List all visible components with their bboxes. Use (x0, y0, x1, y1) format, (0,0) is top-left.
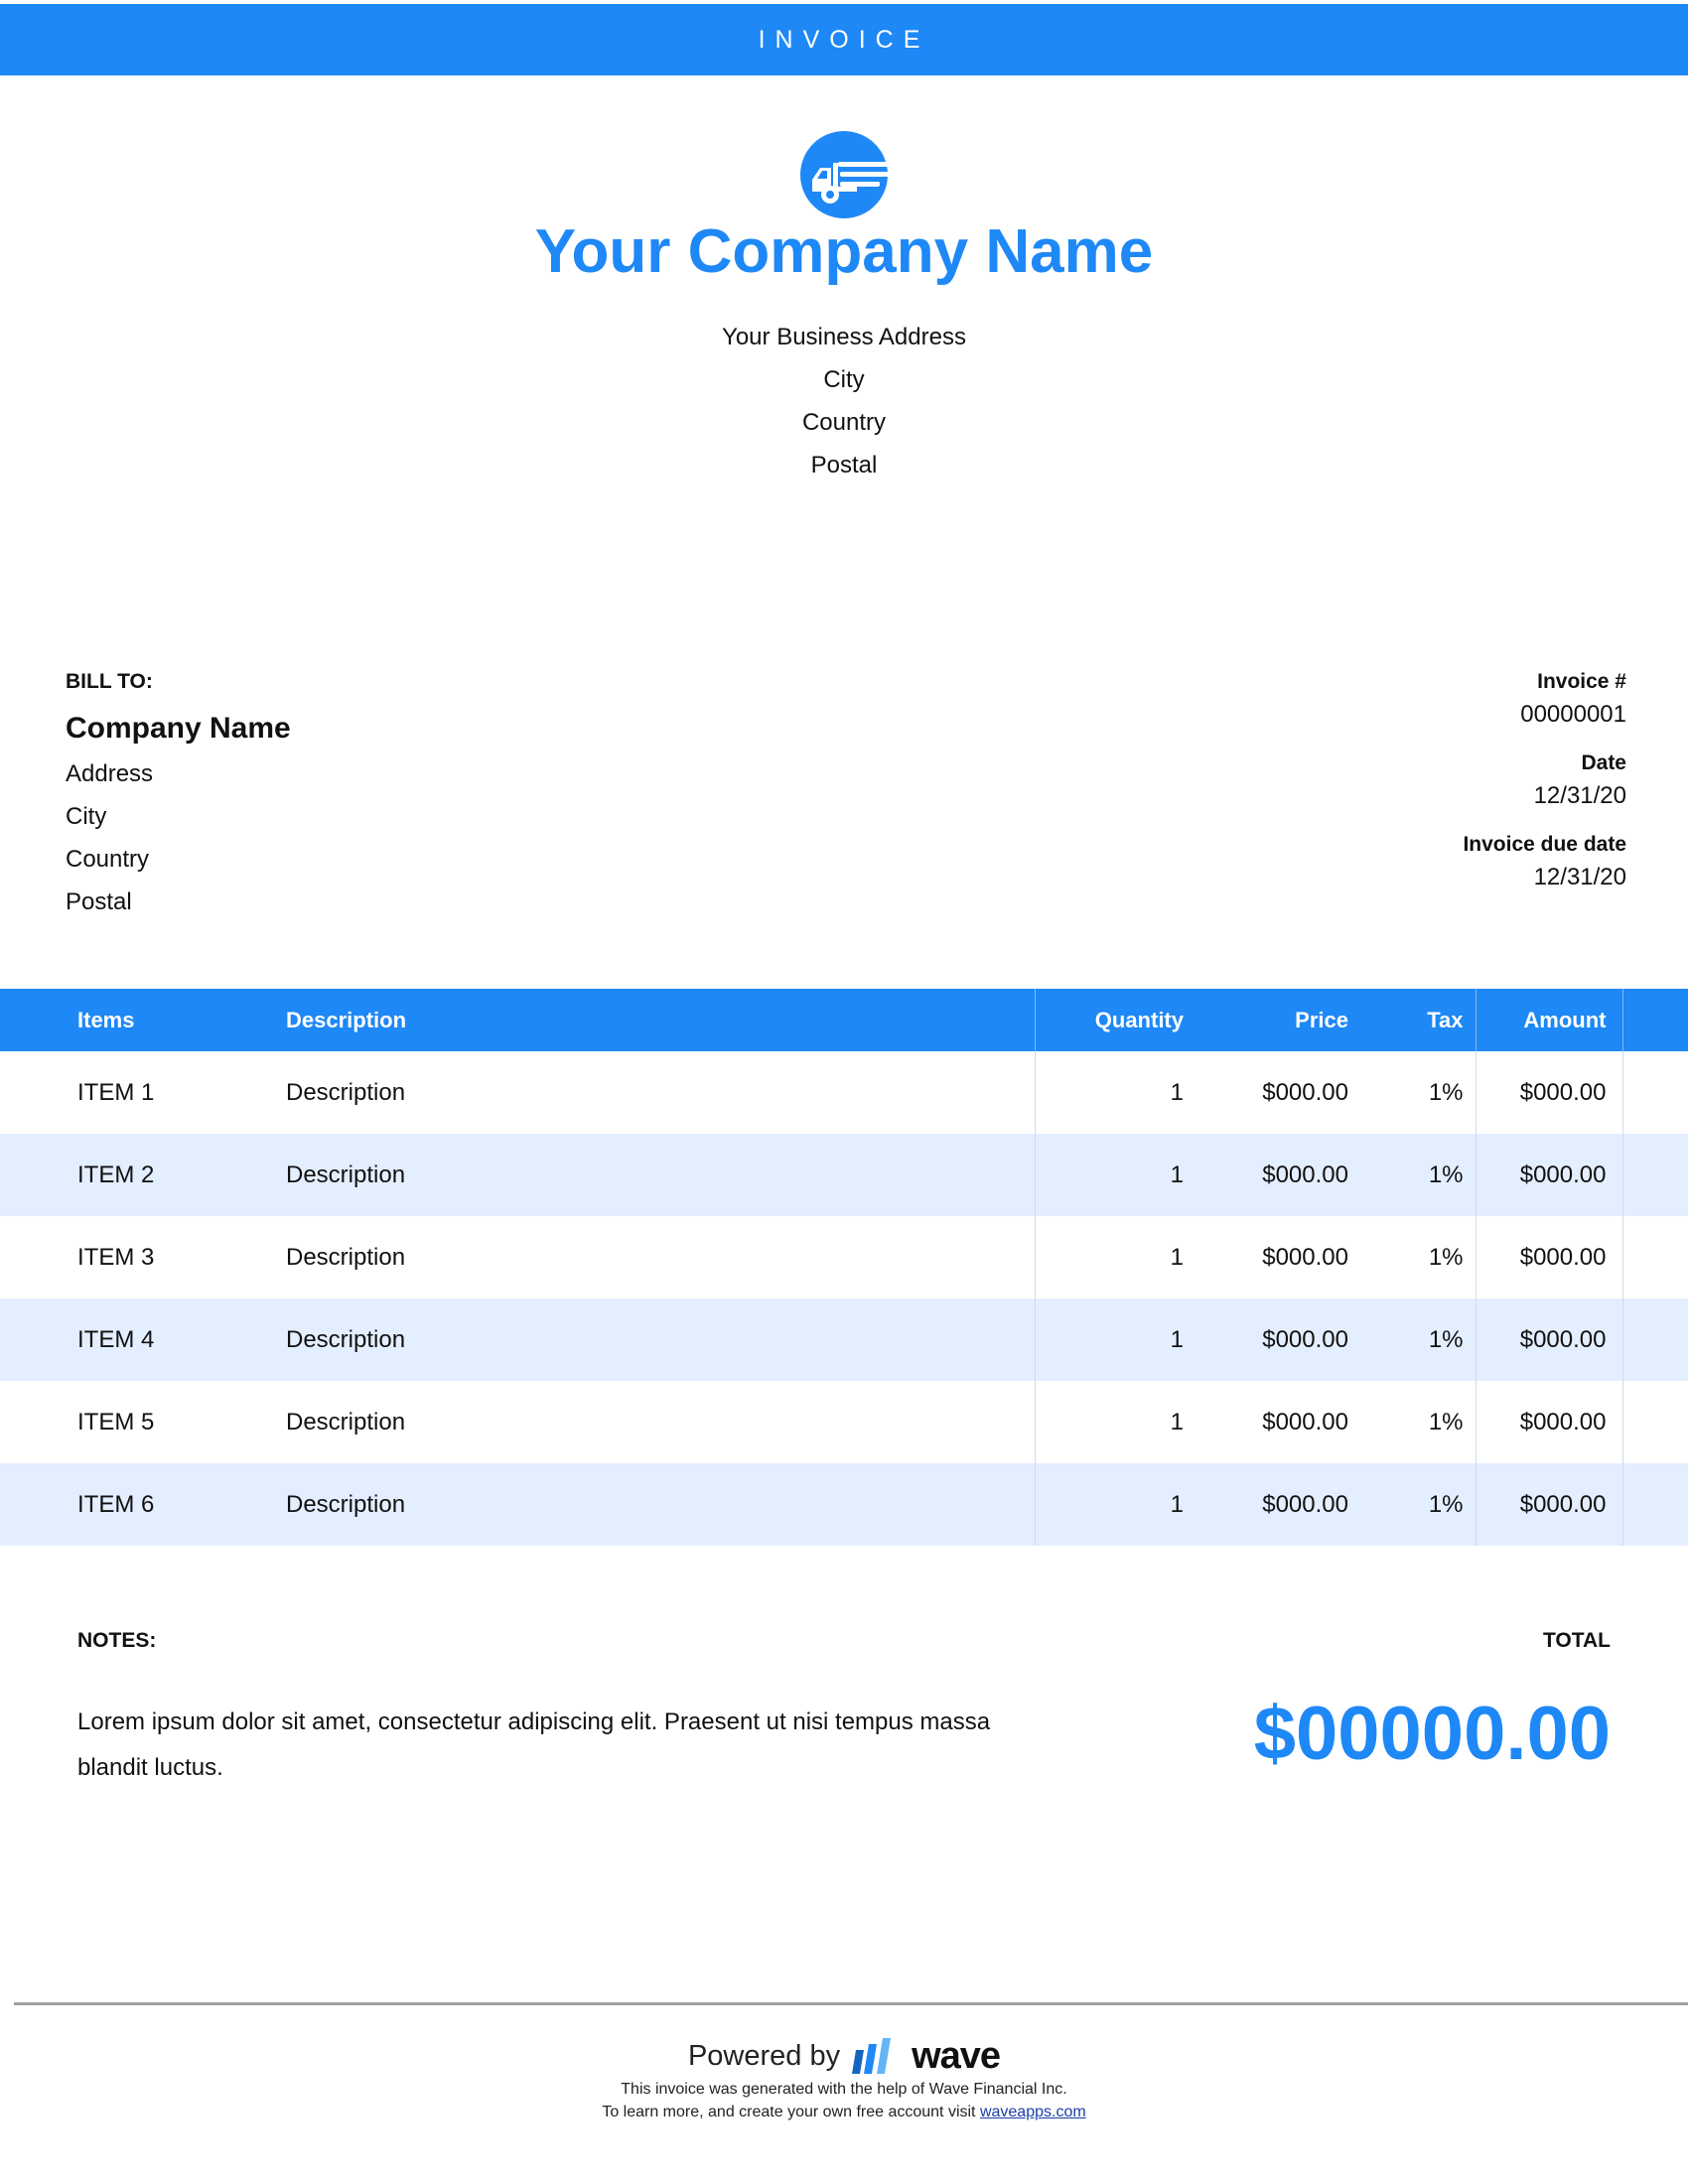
bill-to-company: Company Name (66, 712, 291, 745)
header-tax: Tax (1427, 1007, 1464, 1032)
due-date-value: 12/31/20 (1533, 864, 1626, 890)
tax-cell: 1% (1364, 1463, 1476, 1546)
item-cell: ITEM 4 (0, 1298, 286, 1381)
footer-line-1: This invoice was generated with the help of Wave Financial Inc. (621, 2081, 1067, 2098)
tax-cell: 1% (1364, 1134, 1476, 1216)
table-row (0, 1134, 1688, 1216)
amount-cell: $000.00 (1476, 1463, 1622, 1546)
spacer-cell (1622, 1134, 1688, 1216)
date-label: Date (1581, 751, 1626, 774)
invoice-header-bar (0, 4, 1688, 75)
item-cell: ITEM 2 (0, 1134, 286, 1216)
business-city: City (823, 366, 865, 393)
bill-to-country: Country (66, 846, 150, 873)
powered-by-label: Powered by (687, 2040, 841, 2072)
header-price: Price (1295, 1007, 1348, 1032)
quantity-cell: 1 (1035, 1381, 1199, 1463)
header-spacer (1622, 989, 1688, 1051)
quantity-cell: 1 (1035, 1051, 1199, 1134)
spacer-cell (1622, 1051, 1688, 1134)
waveapps-link[interactable]: waveapps.com (979, 2104, 1086, 2120)
bill-to-address: Address (66, 760, 154, 787)
bill-to-heading: BILL TO: (66, 670, 153, 693)
wave-brand: wave (912, 2035, 1001, 2077)
total-value: $00000.00 (1253, 1692, 1611, 1776)
description-cell: Description (286, 1078, 406, 1106)
total-section (1254, 1626, 1611, 1779)
header-description: Description (286, 1007, 407, 1032)
quantity-cell: 1 (1035, 1463, 1199, 1546)
tax-cell: 1% (1364, 1298, 1476, 1381)
footer (0, 2035, 1688, 2123)
quantity-cell: 1 (1035, 1298, 1199, 1381)
bill-to-city: City (66, 803, 107, 830)
spacer-cell (1622, 1216, 1688, 1298)
description-cell: Description (286, 1408, 406, 1435)
price-cell: $000.00 (1262, 1243, 1348, 1271)
table-row (0, 1463, 1688, 1546)
tax-cell: 1% (1428, 1078, 1464, 1106)
quantity-cell: 1 (1035, 1216, 1199, 1298)
notes-text: Lorem ipsum dolor sit amet, consectetur adipiscing elit. Praesent ut nisi tempus massa blandit luctus. (77, 1708, 991, 1781)
powered-by (688, 2035, 1000, 2078)
footer-line-2-text: To learn more, and create your own free account visit (602, 2104, 980, 2120)
amount-cell: $000.00 (1476, 1381, 1622, 1463)
table-header-row (0, 989, 1688, 1051)
description-cell: Description (286, 1463, 1035, 1546)
business-address (0, 316, 1688, 486)
invoice-meta (1463, 667, 1626, 911)
table-row (0, 1051, 1688, 1134)
footer-line-2 (0, 2101, 1688, 2123)
invoice-title: INVOICE (758, 25, 930, 54)
bill-to-section (66, 667, 291, 923)
company-name: Your Company Name (534, 217, 1154, 286)
price-cell: $000.00 (1199, 1463, 1364, 1546)
quantity-cell: 1 (1035, 1134, 1199, 1216)
business-postal: Postal (810, 452, 878, 478)
tax-cell: 1% (1428, 1408, 1464, 1435)
item-cell: ITEM 1 (77, 1078, 155, 1106)
spacer-cell (1622, 1463, 1688, 1546)
price-cell: $000.00 (1262, 1408, 1348, 1435)
item-cell: ITEM 3 (77, 1243, 155, 1271)
item-cell: ITEM 5 (77, 1408, 155, 1435)
date-value: 12/31/20 (1533, 782, 1626, 809)
item-cell: ITEM 6 (0, 1463, 286, 1546)
due-date-label: Invoice due date (1463, 833, 1626, 856)
table-row (0, 1381, 1688, 1463)
amount-cell: $000.00 (1476, 1298, 1622, 1381)
invoice-number-value: 00000001 (1520, 701, 1626, 728)
business-address-line: Your Business Address (722, 324, 966, 350)
table-row (0, 1216, 1688, 1298)
price-cell: $000.00 (1199, 1298, 1364, 1381)
price-cell: $000.00 (1262, 1078, 1348, 1106)
amount-cell: $000.00 (1476, 1216, 1622, 1298)
total-label: TOTAL (1542, 1629, 1611, 1652)
header-items: Items (77, 1007, 135, 1032)
notes-section (77, 1626, 991, 1791)
items-table (0, 989, 1688, 1546)
description-cell: Description (286, 1298, 1035, 1381)
price-cell: $000.00 (1199, 1134, 1364, 1216)
amount-cell: $000.00 (1476, 1051, 1622, 1134)
spacer-cell (1622, 1298, 1688, 1381)
description-cell: Description (286, 1134, 1035, 1216)
invoice-number-label: Invoice # (1537, 670, 1626, 693)
spacer-cell (1622, 1381, 1688, 1463)
header-quantity: Quantity (1035, 989, 1199, 1051)
table-row (0, 1298, 1688, 1381)
truck-icon (800, 128, 894, 221)
tax-cell: 1% (1428, 1243, 1464, 1271)
footer-divider (14, 2002, 1688, 2005)
description-cell: Description (286, 1243, 406, 1271)
wave-logo-icon (852, 2036, 900, 2078)
header-amount: Amount (1476, 989, 1622, 1051)
amount-cell: $000.00 (1476, 1134, 1622, 1216)
bill-to-postal: Postal (66, 888, 132, 915)
notes-heading: NOTES: (77, 1629, 157, 1652)
business-country: Country (801, 409, 887, 436)
